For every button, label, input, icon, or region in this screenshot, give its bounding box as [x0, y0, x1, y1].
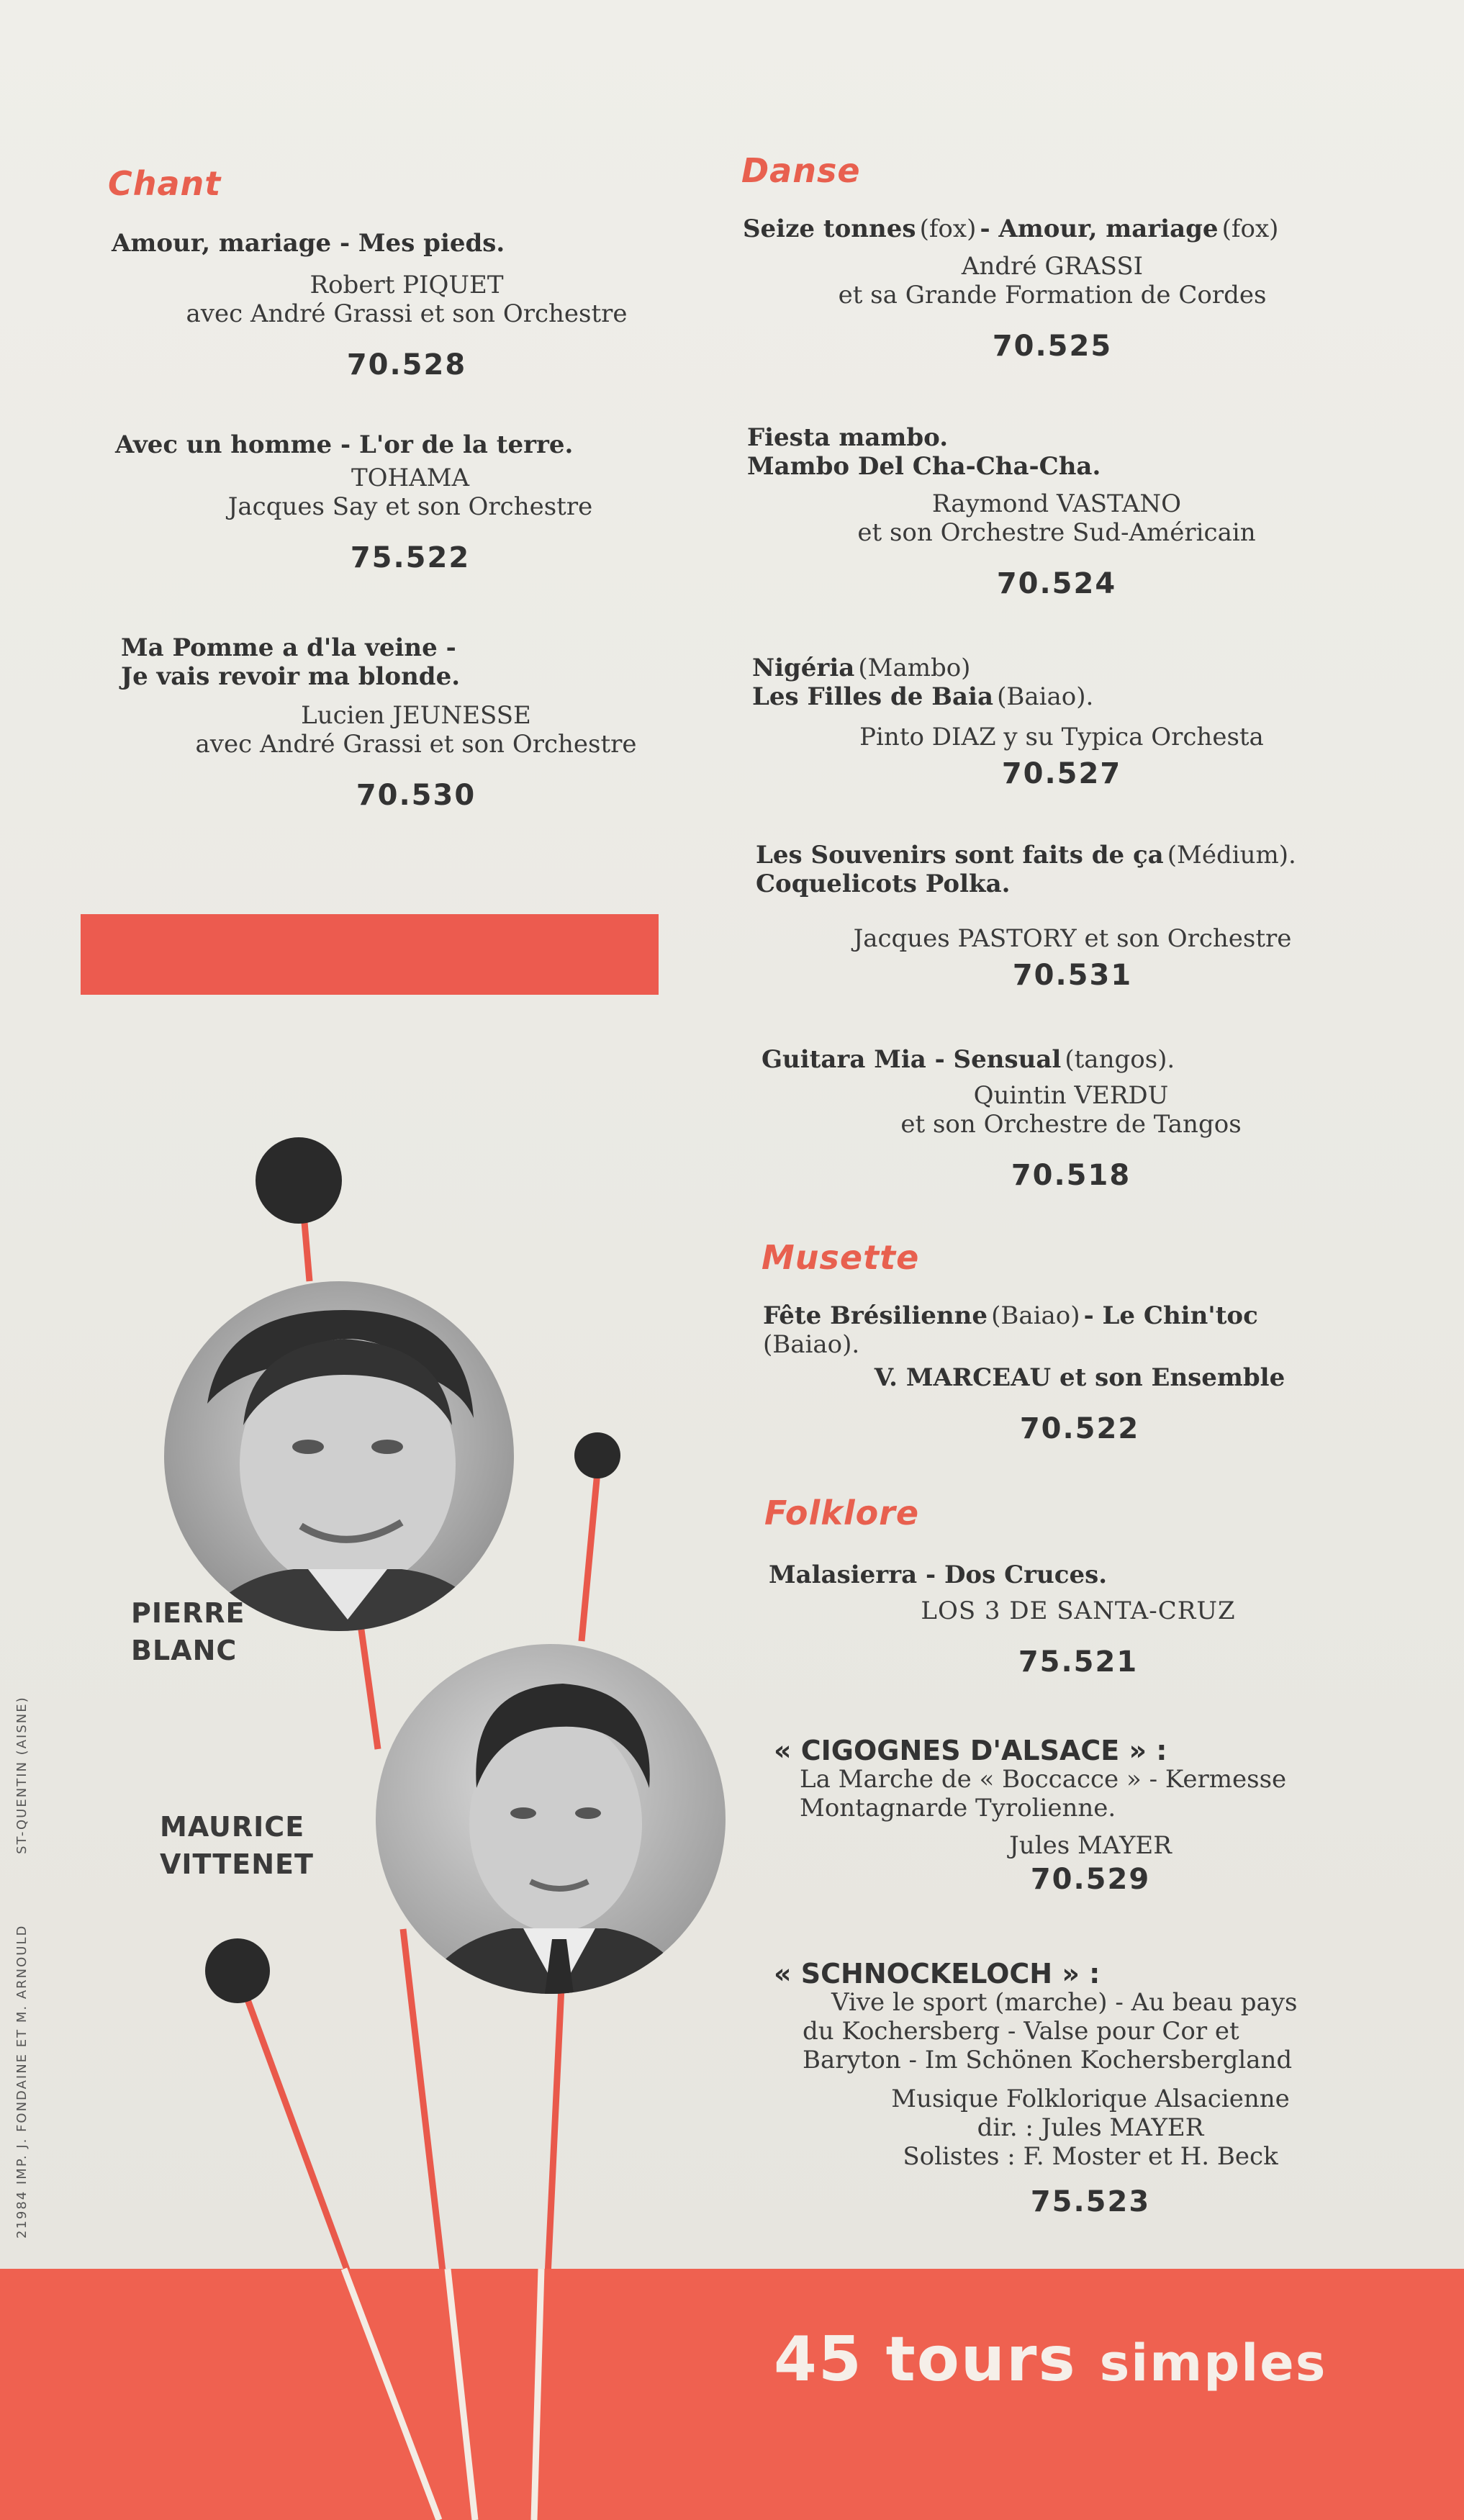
record-title: « SCHNOCKELOCH » :	[774, 1958, 1101, 1990]
record-number: 70.530	[356, 779, 476, 812]
record-style-note: (Baiao).	[763, 1330, 860, 1359]
printer-name: 21984 IMP. J. FONDAINE ET M. ARNOULD	[14, 1924, 30, 2239]
record-title: « CIGOGNES D'ALSACE » :	[774, 1735, 1167, 1766]
record-artist: V. MARCEAU et son Ensemble	[874, 1363, 1285, 1392]
record-artist-credit: avec André Grassi et son Orchestre	[186, 299, 628, 328]
record-artist-credit: et son Orchestre Sud-Américain	[857, 518, 1256, 547]
artist-first-name: PIERRE	[131, 1597, 245, 1629]
section-title-folklore: Folklore	[764, 1494, 920, 1532]
slogan-main: 45 tours	[774, 2323, 1077, 2395]
record-artist-credit: et son Orchestre de Tangos	[900, 1110, 1242, 1139]
record-number: 70.528	[346, 348, 467, 381]
artist-first-name: MAURICE	[160, 1811, 305, 1843]
record-artist: Pinto DIAZ y su Typica Orchesta	[859, 723, 1264, 751]
record-title-line2: Mambo Del Cha-Cha-Cha.	[747, 452, 1101, 481]
record-number: 70.531	[1012, 959, 1133, 992]
record-artist: LOS 3 DE SANTA-CRUZ	[921, 1597, 1236, 1625]
record-title: Nigéria	[752, 654, 855, 682]
artist-last-name: VITTENET	[160, 1848, 314, 1880]
record-artist-credit: Jacques Say et son Orchestre	[227, 492, 593, 521]
section-title-danse: Danse	[741, 151, 861, 190]
record-title-line2: Les Filles de Baia	[752, 682, 993, 711]
stick-line	[448, 2269, 475, 2520]
record-style-note: (Baiao).	[997, 682, 1094, 711]
record-artist-credit: dir. : Jules MAYER	[977, 2113, 1204, 2142]
record-artist: Jules MAYER	[1009, 1831, 1172, 1860]
slogan-45-tours-simples	[774, 2323, 1327, 2395]
record-title-line2: Coquelicots Polka.	[756, 870, 1011, 898]
record-style-note: (Médium).	[1167, 841, 1296, 870]
record-artist-credit: avec André Grassi et son Orchestre	[195, 730, 637, 759]
record-title: Fiesta mambo.	[747, 423, 949, 452]
record-artist: Robert PIQUET	[309, 271, 504, 299]
record-subtitle: Baryton - Im Schönen Kochersbergland	[803, 2046, 1293, 2074]
record-style-note: (Baiao)	[991, 1301, 1080, 1330]
record-number: 70.518	[1011, 1159, 1131, 1192]
record-subtitle: Vive le sport (marche) - Au beau pays	[831, 1988, 1298, 2017]
record-artist: TOHAMA	[351, 464, 470, 492]
record-title-b: - Le Chin'toc	[1083, 1301, 1258, 1330]
record-artist: Jacques PASTORY et son Orchestre	[853, 924, 1292, 953]
record-title: Amour, mariage - Mes pieds.	[112, 229, 505, 258]
record-style-note: (Mambo)	[858, 654, 971, 682]
artist-last-name: BLANC	[131, 1635, 238, 1666]
record-subtitle: Montagnarde Tyrolienne.	[800, 1794, 1116, 1823]
record-number: 75.523	[1030, 2185, 1151, 2218]
section-title-musette: Musette	[762, 1238, 920, 1277]
record-title: Malasierra - Dos Cruces.	[769, 1561, 1108, 1589]
record-artist: Musique Folklorique Alsacienne	[891, 2085, 1290, 2113]
record-title-b: - Amour, mariage	[980, 214, 1219, 243]
section-title-chant: Chant	[108, 164, 222, 203]
record-artist-credit: et sa Grande Formation de Cordes	[838, 281, 1267, 310]
record-number: 70.527	[1001, 757, 1122, 790]
printer-city: ST-QUENTIN (AISNE)	[14, 1696, 30, 1854]
record-title: Seize tonnes	[743, 214, 916, 243]
record-artist-credit: Solistes : F. Moster et H. Beck	[903, 2142, 1278, 2171]
record-title: Guitara Mia - Sensual	[762, 1045, 1062, 1074]
record-title: Fête Brésilienne	[763, 1301, 988, 1330]
record-title: Les Souvenirs sont faits de ça	[756, 841, 1164, 870]
record-number: 70.525	[992, 330, 1113, 363]
record-artist: Lucien JEUNESSE	[301, 701, 531, 730]
slogan-tail: simples	[1099, 2334, 1327, 2393]
record-title: Ma Pomme a d'la veine -	[121, 633, 456, 662]
record-style-note: (fox)	[1221, 214, 1279, 243]
record-style-note: (fox)	[919, 214, 977, 243]
record-number: 70.529	[1030, 1863, 1151, 1896]
record-artist: Quintin VERDU	[973, 1081, 1169, 1110]
record-number: 75.521	[1018, 1645, 1139, 1679]
record-subtitle: La Marche de « Boccacce » - Kermesse	[800, 1765, 1287, 1794]
stick-line	[344, 2269, 439, 2520]
record-title: Avec un homme - L'or de la terre.	[115, 430, 574, 459]
stick-line	[534, 2269, 541, 2520]
record-style-note: (tangos).	[1065, 1045, 1175, 1074]
record-subtitle: du Kochersberg - Valse pour Cor et	[803, 2017, 1239, 2046]
record-number: 70.522	[1019, 1412, 1140, 1445]
record-title-line2: Je vais revoir ma blonde.	[121, 662, 461, 691]
record-artist: Raymond VASTANO	[931, 489, 1182, 518]
record-number: 75.522	[350, 541, 471, 574]
record-artist: André GRASSI	[961, 252, 1144, 281]
record-number: 70.524	[996, 567, 1117, 600]
